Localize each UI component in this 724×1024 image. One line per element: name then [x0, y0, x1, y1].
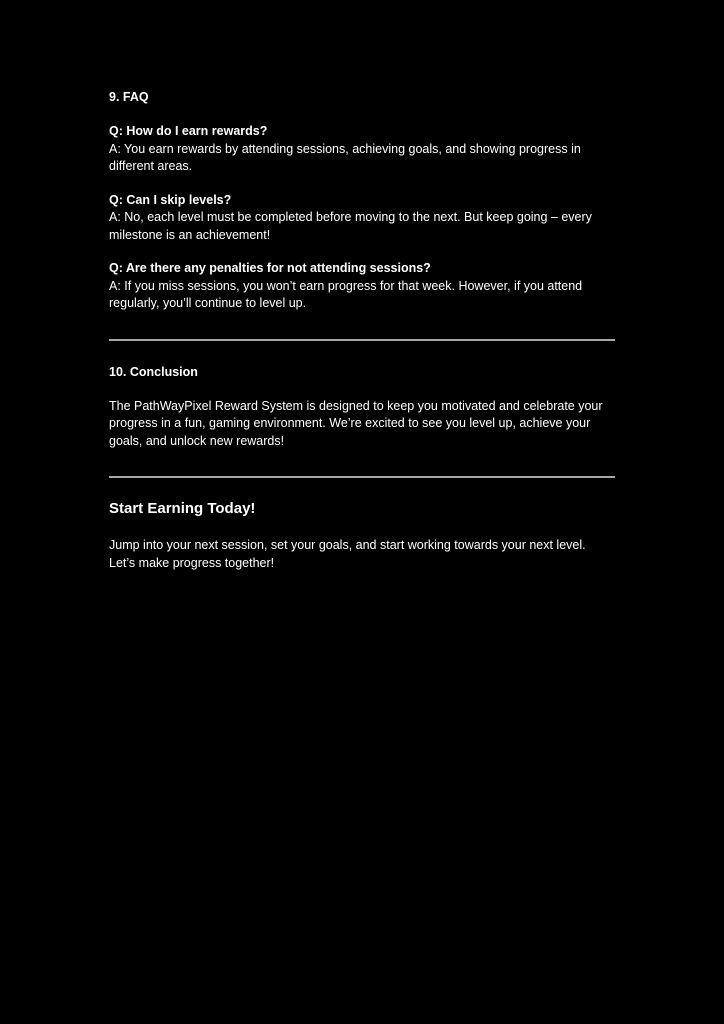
- faq-heading: 9. FAQ: [109, 90, 149, 104]
- faq-item: [109, 123, 615, 176]
- faq-section: [109, 88, 615, 313]
- faq-item: [109, 192, 615, 245]
- conclusion-section: [109, 363, 615, 451]
- cta-title: Start Earning Today!: [109, 500, 256, 517]
- faq-question: Q: Are there any penalties for not attending sessions?: [109, 261, 431, 275]
- document-content: [109, 88, 615, 572]
- faq-question: Q: How do I earn rewards?: [109, 124, 268, 138]
- faq-answer: A: No, each level must be completed before moving to the next. But keep going – every milestone is an achievement!: [109, 210, 592, 242]
- cta-text: Jump into your next session, set your goals, and start working towards your next level. Let’s make progress together!: [109, 538, 586, 570]
- cta-section: [109, 499, 615, 572]
- faq-question: Q: Can I skip levels?: [109, 192, 232, 207]
- section-divider: [109, 339, 615, 341]
- section-divider: [109, 476, 615, 478]
- conclusion-text: The PathWayPixel Reward System is designed to keep you motivated and celebrate your progress in a fun, gaming environment. We’re excited to see you level up, achieve your goals, and unlock new rewards!: [109, 398, 603, 448]
- faq-item: [109, 260, 615, 313]
- faq-answer: A: If you miss sessions, you won’t earn progress for that week. However, if you attend regularly, you’ll continue to level up.: [109, 278, 583, 310]
- conclusion-heading: 10. Conclusion: [109, 364, 198, 379]
- faq-answer: A: You earn rewards by attending sessions, achieving goals, and showing progress in different areas.: [109, 141, 581, 173]
